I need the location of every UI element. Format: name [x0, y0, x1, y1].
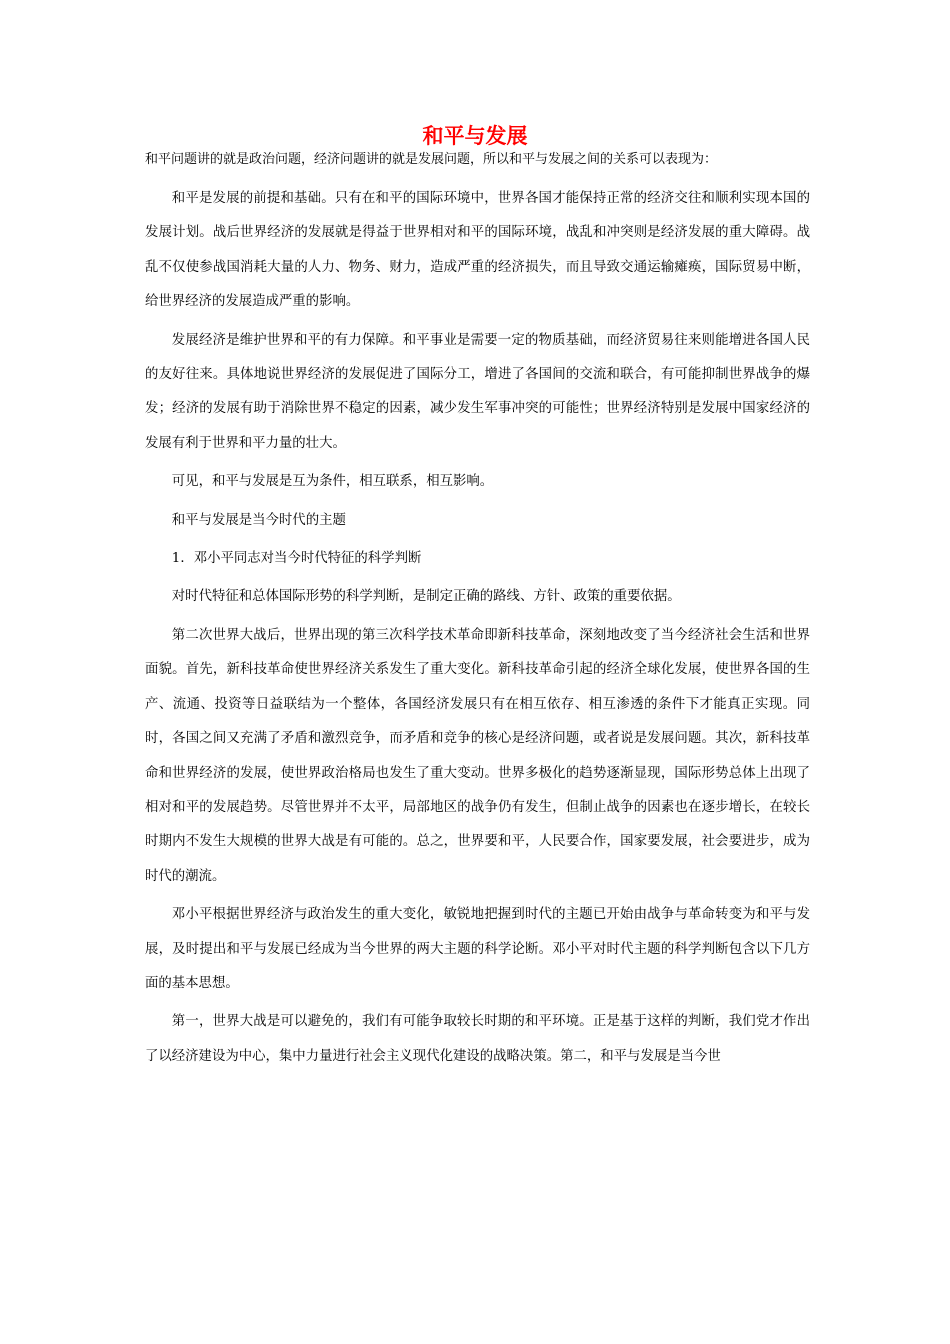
paragraph-development-guarantee: 发展经济是维护世界和平的有力保障。和平事业是需要一定的物质基础，而经济贸易往来则能增进各国人民的友好往来。具体地说世界经济的发展促进了国际分工，增进了各国间的交流和联合，有可能抑制世界战争的爆发；经济的发展有助于消除世界不稳定的因素，减少发生军事冲突的可能性；世界经济特别是发展中国家经济的发展有利于世界和平力量的壮大。 [145, 332, 810, 451]
section-heading-theme: 和平与发展是当今时代的主题 [171, 512, 346, 528]
document-title: 和平与发展 [422, 123, 528, 148]
paragraph-conclusion: 可见，和平与发展是互为条件，相互联系，相互影响。 [171, 474, 494, 490]
paragraph-first-point: 第一，世界大战是可以避免的，我们有可能争取较长时期的和平环境。正是基于这样的判断，我们党才作出了以经济建设为中心，集中力量进行社会主义现代化建设的战略决策。第二，和平与发展是当今世 [145, 1014, 810, 1064]
paragraph-peace-premise: 和平是发展的前提和基础。只有在和平的国际环境中，世界各国才能保持正常的经济交往和顺利实现本国的发展计划。战后世界经济的发展就是得益于世界相对和平的国际环境，战乱和冲突则是经济发展的重大障碍。战乱不仅使参战国消耗大量的人力、物务、财力，造成严重的经济损失，而且导致交通运输瘫痪，国际贸易中断，给世界经济的发展造成严重的影响。 [145, 191, 810, 310]
paragraph-tech-revolution: 第二次世界大战后，世界出现的第三次科学技术革命即新科技革命，深刻地改变了当今经济社会生活和世界面貌。首先，新科技革命使世界经济关系发生了重大变化。新科技革命引起的经济全球化发展，使世界各国的生产、流通、投资等日益联结为一个整体，各国经济发展只有在相互依存、相互渗透的条件下才能真正实现。同时，各国之间又充满了矛盾和激烈竞争，而矛盾和竞争的核心是经济问题，或者说是发展问题。其次，新科技革命和世界经济的发展，使世界政治格局也发生了重大变动。世界多极化的趋势逐渐显现，国际形势总体上出现了相对和平的发展趋势。尽管世界并不太平，局部地区的战争仍有发生，但制止战争的因素也在逐步增长，在较长时期内不发生大规模的世界大战是有可能的。总之，世界要和平，人民要合作，国家要发展，社会要进步，成为时代的潮流。 [145, 627, 810, 884]
paragraph-judgment-basis: 对时代特征和总体国际形势的科学判断，是制定正确的路线、方针、政策的重要依据。 [171, 589, 681, 605]
intro-line: 和平问题讲的就是政治问题，经济问题讲的就是发展问题，所以和平与发展之间的关系可以表现为： [145, 152, 718, 167]
document-body [145, 182, 810, 1078]
subsection-heading-1: 1．邓小平同志对当今时代特征的科学判断 [171, 551, 422, 567]
paragraph-deng-judgment: 邓小平根据世界经济与政治发生的重大变化，敏锐地把握到时代的主题已开始由战争与革命转变为和平与发展，及时提出和平与发展已经成为当今世界的两大主题的科学论断。邓小平对时代主题的科学判断包含以下几方面的基本思想。 [145, 907, 810, 991]
